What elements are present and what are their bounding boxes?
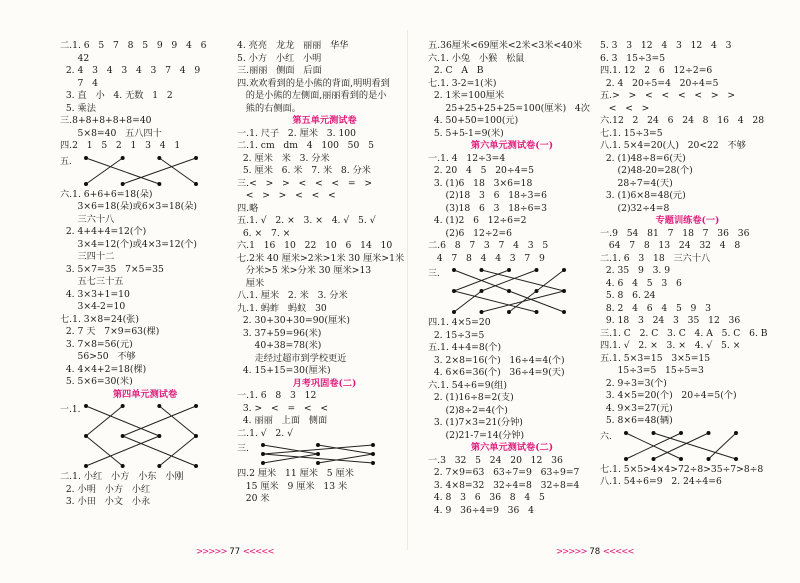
section-heading: 第六单元测试卷(二) — [470, 442, 554, 453]
match-line — [263, 454, 318, 463]
answer-line: 4. 亮亮 龙龙 丽丽 华华 — [237, 40, 349, 51]
answer-line: 五.1. 5×3=15 3×5=15 — [600, 352, 711, 364]
answer-line: 四.略 — [237, 202, 259, 214]
answer-line: 六.1. 小兔 小猴 松鼠 — [428, 52, 525, 64]
match-dot — [261, 443, 265, 447]
answer-line: 2. C A B — [428, 65, 484, 76]
answer-line: 4. 6×6=36(个) 36÷4=9(天) — [428, 367, 565, 378]
folio-arrows-in: >>>>> — [196, 547, 227, 557]
match-dot — [157, 404, 161, 408]
match-dot — [84, 182, 88, 186]
match-line — [318, 454, 373, 463]
answer-line: 五.1. 4+4=8(个) — [428, 342, 502, 353]
match-line — [159, 436, 196, 466]
answer-line: 3. 直 小 4. 无数 1 2 — [60, 90, 173, 101]
match-dot — [562, 289, 566, 293]
answer-line: 20 米 — [237, 493, 270, 504]
answer-line: 七.1. 15÷3=5 — [600, 127, 663, 139]
answer-line: 五七三十五 — [60, 276, 124, 287]
answer-line: 4. (1)2 6 12÷6=2 — [428, 215, 527, 226]
answer-line: 5. 3 3 12 4 3 12 4 3 — [600, 40, 732, 51]
answer-line: 六.12 2 24 6 24 8 16 4 28 — [600, 115, 765, 126]
answer-line: 5. 厘米 6. 米 7. 米 8. 分米 — [237, 165, 371, 176]
match-dot — [452, 289, 456, 293]
match-dot — [535, 289, 539, 293]
answer-line: 28÷7=4(天) — [600, 177, 673, 189]
answer-line: 2. 4 20÷5=4 20÷4=5 — [600, 77, 719, 89]
answer-line: 2. 20 4 5 20÷4=5 — [428, 165, 534, 176]
folio-arrows-in: >>>>> — [556, 547, 587, 557]
match-line — [86, 406, 159, 436]
answer-line: 四.1. 12 2 6 12÷2=6 — [600, 65, 713, 76]
answer-line: 分米>5 米>分米 30 厘米>13 — [237, 265, 372, 276]
answer-line: 56>50 不够 — [60, 351, 136, 362]
answer-line: 4. 50+50=100(元) — [428, 115, 519, 126]
answer-line: 4 7 8 4 4 3 7 9 — [428, 252, 545, 264]
matching-diagram-1 — [60, 154, 200, 188]
answer-line: 七.2米 40 厘米>2米>1米 30 厘米>1米 — [237, 252, 405, 264]
match-dot — [707, 431, 711, 435]
match-line — [263, 445, 318, 454]
answer-line: 3. 小田 小文 小永 — [60, 496, 151, 507]
match-dot — [194, 156, 198, 160]
match-dot — [679, 431, 683, 435]
answer-line: 三.< > > < < < = > — [237, 177, 373, 189]
answer-line: 八.1. 54÷6=9 2. 24÷4=6 — [600, 476, 722, 487]
match-dot — [480, 289, 484, 293]
answer-line: 4. 丽丽 上面 侧面 — [237, 415, 328, 426]
answer-line: 3. > < = < < — [237, 402, 329, 414]
answer-line: 2. (1)48÷8=6(天) — [600, 152, 686, 164]
diagram-label: 五. — [60, 156, 72, 167]
match-line — [318, 445, 373, 454]
answer-line: 二.6 8 7 3 7 4 3 5 — [428, 240, 549, 251]
match-dot — [121, 182, 125, 186]
answer-line: 3. 37+59=96(米) — [237, 327, 322, 339]
match-dot — [84, 464, 88, 468]
match-dot — [507, 268, 511, 272]
page-number-left — [196, 547, 273, 557]
answer-line: 一.9 54 81 7 18 7 36 36 — [600, 227, 750, 239]
match-dot — [371, 443, 375, 447]
match-dot — [734, 431, 738, 435]
answer-line: 4. 8 3 6 36 8 4 5 — [428, 492, 545, 503]
answer-column-3 — [428, 40, 596, 517]
answer-line: 2. 15÷3=5 — [428, 329, 485, 341]
answer-line: 2. 35 9 3. 9 — [600, 265, 671, 276]
match-line — [509, 291, 564, 312]
answer-line: (3)18 6 3 18÷6=3 — [428, 202, 547, 214]
match-dot — [535, 310, 539, 314]
answer-line: 九.1. 蚂蚱 蚂蚁 30 — [237, 302, 327, 314]
section-heading: 专题训练卷(一) — [655, 215, 720, 226]
answer-line: 3. (1)6×8=48(元) — [600, 190, 686, 201]
answer-line: 5. 小方 小红 小明 — [237, 52, 322, 64]
answer-column-2 — [237, 40, 412, 506]
answer-line: 5. 8 6. 24 — [600, 290, 656, 301]
match-dot — [452, 268, 456, 272]
answer-line: 三四十二 — [60, 251, 115, 262]
answer-line: 5. 5×6=30(米) — [60, 376, 133, 387]
match-dot — [316, 461, 320, 465]
match-line — [482, 270, 537, 291]
answer-line: 六.1. 54÷6=9(组) — [428, 379, 507, 391]
answer-line: 3. 5×7=35 7×5=35 — [60, 263, 164, 275]
answer-line: 8. 2 4 6 4 5 9 3 — [600, 302, 712, 314]
answer-line: (2)8÷2=4(个) — [428, 404, 508, 416]
answer-line: 42 — [60, 52, 90, 64]
match-dot — [507, 289, 511, 293]
section-heading: 第六单元测试卷(一) — [470, 140, 554, 151]
match-dot — [507, 310, 511, 314]
answer-line: 6. × 7. × — [237, 227, 291, 239]
match-line — [86, 158, 159, 184]
match-dot — [84, 434, 88, 438]
matching-diagram-4 — [428, 266, 568, 316]
match-dot — [652, 431, 656, 435]
answer-line: 三.丽丽 侧面 后面 — [237, 65, 322, 76]
answer-line: 七.1. 3×8=24(张) — [60, 313, 139, 325]
answer-line: 一.3 32 5 24 20 12 36 — [428, 454, 563, 466]
match-dot — [121, 434, 125, 438]
match-dot — [316, 452, 320, 456]
answer-line: 64 7 8 13 24 32 4 8 — [600, 240, 741, 251]
match-dot — [624, 431, 628, 435]
match-dot — [84, 156, 88, 160]
answer-line: 七.1. 5×5>4×4>72÷8>35÷7>8÷8 — [600, 463, 764, 475]
folio-arrows-out: <<<<< — [242, 547, 274, 557]
answer-line: 3. 2×8=16(个) 16÷4=4(个) — [428, 354, 565, 366]
answer-line: 5. 5+5-1=9(米) — [428, 127, 504, 139]
match-dot — [371, 461, 375, 465]
answer-line: 6. 3 15÷3=5 — [600, 52, 666, 64]
match-dot — [679, 457, 683, 461]
match-dot — [480, 268, 484, 272]
answer-line: 4. 15+15=30(厘米) — [237, 365, 331, 376]
match-line — [86, 158, 123, 184]
match-dot — [194, 182, 198, 186]
answer-line: 厘米 — [237, 277, 265, 289]
match-dot — [707, 457, 711, 461]
answer-line: 一.1. 6 8 3 12 — [237, 390, 317, 401]
answer-line: 四.2 厘米 11 厘米 5 厘米 — [237, 468, 354, 479]
diagram-label: 一.1. — [60, 405, 81, 415]
answer-column-1 — [60, 40, 230, 509]
match-dot — [452, 310, 456, 314]
match-line — [654, 433, 737, 459]
answer-line: 四.欢欢看到的是小熊的背面,明明看到 — [237, 77, 390, 89]
answer-line: 2. 厘米 米 3. 分米 — [237, 152, 330, 164]
answer-line: 15÷3=5 15÷5=3 — [600, 365, 704, 376]
answer-line: 2. 7×9=63 63÷7=9 63÷9=7 — [428, 467, 580, 478]
answer-line: 3. 4×5=20(个) 20÷4=5(个) — [600, 390, 737, 401]
answer-line: 3. 7×8=56(元) — [60, 338, 133, 350]
answer-line: 2. 30+30+30=90(厘米) — [237, 315, 350, 326]
matching-diagram-2 — [60, 402, 200, 470]
match-dot — [121, 404, 125, 408]
answer-line: 4. 9×3=27(元) — [600, 402, 673, 414]
answer-line: 2. 7 天 7×9=63(棵) — [60, 326, 160, 337]
match-dot — [121, 156, 125, 160]
answer-line: 二.1. 小红 小方 小东 小刚 — [60, 471, 184, 482]
match-line — [123, 436, 196, 466]
match-dot — [84, 404, 88, 408]
answer-line: 3×6=18(朵)或6×3=18(朵) — [60, 201, 197, 212]
match-dot — [371, 452, 375, 456]
diagram-label: 三. — [237, 444, 249, 454]
match-dot — [261, 452, 265, 456]
answer-line: 25+25+25+25=100(厘米) 4次 — [428, 102, 590, 114]
answer-line: 三六十八 — [60, 213, 115, 225]
match-line — [86, 406, 123, 436]
answer-line: 3. 4×8=32 32÷4=8 32÷8=4 — [428, 479, 580, 491]
answer-line: 2. 1米=100厘米 — [428, 90, 505, 101]
answer-line: < < > — [600, 102, 650, 114]
match-dot — [157, 156, 161, 160]
match-dot — [157, 182, 161, 186]
answer-line: 2. (1)16÷8=2(支) — [428, 392, 514, 403]
section-heading: 第四单元测试卷 — [112, 388, 178, 400]
answer-line: 4. 4×4+2=18(棵) — [60, 363, 147, 375]
answer-line: 二.1. √ 2. √ — [237, 427, 293, 439]
answer-line: 六.1 16 10 22 10 6 14 10 — [237, 240, 393, 251]
answer-line: 熊的右侧面。 — [237, 102, 301, 114]
answer-line: 2. 9÷3=3(个) — [600, 377, 667, 389]
section-heading: 第五单元测试卷 — [292, 115, 357, 126]
answer-line: (2)18 3 6 18÷3=6 — [428, 190, 547, 201]
answer-line: (2)48-20=28(个) — [600, 165, 693, 176]
answer-line: (2)21-7=14(分钟) — [428, 429, 525, 441]
folio-arrows-out: <<<<< — [602, 547, 634, 557]
match-dot — [194, 464, 198, 468]
answer-line: 三.1. C 2. C 3. C 4. A 5. C 6. B — [600, 327, 768, 339]
match-dot — [157, 434, 161, 438]
answer-line: 9. 18 3 24 3 35 12 36 — [600, 315, 741, 326]
match-line — [654, 433, 709, 459]
match-dot — [562, 268, 566, 272]
page-number-right — [556, 547, 633, 557]
answer-line: 2. 小明 小方 小红 — [60, 483, 151, 495]
answer-line: 2. 4+4+4=12(个) — [60, 226, 147, 237]
answer-line: (2)6 12÷2=6 — [428, 227, 512, 239]
answer-line: 五.36厘米<69厘米<2米<3米<40米 — [428, 40, 582, 51]
match-dot — [194, 404, 198, 408]
answer-line: 3×4-2=10 — [60, 301, 126, 312]
answer-line: 2. 4 3 4 3 4 3 7 4 9 — [60, 65, 201, 76]
answer-line: 走经过超市到学校更近 — [237, 352, 347, 364]
match-dot — [734, 457, 738, 461]
answer-line: 5×8=40 五八四十 — [60, 127, 162, 139]
answer-line: 3×4=12(个)或4×3=12(个) — [60, 238, 197, 250]
matching-diagram-5 — [600, 429, 740, 463]
answer-line: 七.1. 3-2=1(米) — [428, 77, 497, 89]
answer-line: 一.1. 4 12÷3=4 — [428, 152, 506, 164]
match-dot — [316, 443, 320, 447]
match-line — [123, 406, 196, 436]
answer-line: 六.1. 6+6+6=18(朵) — [60, 188, 153, 200]
match-dot — [562, 310, 566, 314]
match-line — [86, 436, 159, 466]
answer-line: 二.1. 6 5 7 8 5 9 9 4 6 — [60, 40, 207, 51]
answer-line: 5. 乘法 — [60, 102, 96, 114]
answer-line: < > > < < < — [237, 190, 336, 201]
answer-line: (2)32÷4=8 — [600, 202, 670, 214]
matching-diagram-3 — [237, 441, 377, 467]
diagram-label: 三. — [428, 269, 440, 279]
answer-column-4 — [600, 40, 775, 489]
answer-line: 3. (1)7×3=21(分钟) — [428, 417, 523, 428]
answer-line: 三.8+8+8+8+8=40 — [60, 115, 152, 126]
match-line — [159, 406, 196, 436]
match-line — [86, 436, 123, 466]
match-dot — [480, 310, 484, 314]
match-dot — [261, 461, 265, 465]
folio-number: 77 — [229, 547, 241, 557]
match-line — [482, 270, 565, 291]
answer-line: 四.1. 4×5=20 — [428, 317, 491, 328]
match-dot — [157, 464, 161, 468]
match-line — [123, 158, 196, 184]
answer-line: 15 厘米 9 厘米 13 米 — [237, 480, 348, 492]
answer-line: 八.1. 5×4=20(人) 20<22 不够 — [600, 140, 746, 151]
answer-line: 的是小熊的左侧面,丽丽看到的是小 — [237, 90, 387, 101]
answer-line: 3. (1)6 18 3×6=18 — [428, 177, 533, 189]
answer-line: 二.1. cm dm 4 100 50 5 — [237, 140, 374, 151]
answer-line: 7 4 — [60, 77, 98, 89]
match-dot — [535, 268, 539, 272]
answer-line: 40+38=78(米) — [237, 340, 322, 351]
answer-line: 八.1. 厘米 2. 米 3. 分米 — [237, 290, 348, 301]
match-dot — [121, 464, 125, 468]
answer-line: 5. 8×6=48(辆) — [600, 415, 673, 426]
answer-line: 一.1. 尺子 2. 厘米 3. 100 — [237, 127, 356, 139]
match-dot — [194, 434, 198, 438]
answer-line: 4. 3×3+1=10 — [60, 288, 130, 300]
answer-line: 4. 6 4 5 3 6 — [600, 277, 682, 289]
folio-number: 78 — [589, 547, 601, 557]
answer-line: 4. 9 36÷4=9 36 4 — [428, 504, 534, 516]
match-dot — [652, 457, 656, 461]
match-line — [159, 158, 196, 184]
answer-line: 四.1. √ 2. × 3. × 4. √ 5. × — [600, 340, 741, 351]
answer-line: 四.2 1 5 2 1 3 4 1 — [60, 140, 181, 151]
match-dot — [624, 457, 628, 461]
section-heading: 月考巩固卷(二) — [292, 377, 357, 389]
answer-line: 二.1. 6 3 18 三六十八 — [600, 252, 711, 264]
diagram-label: 六. — [600, 431, 612, 442]
answer-line: 五.> > < < < < > > — [600, 90, 736, 101]
answer-line: 五.1. √ 2. × 3. × 4. √ 5. √ — [237, 215, 376, 226]
